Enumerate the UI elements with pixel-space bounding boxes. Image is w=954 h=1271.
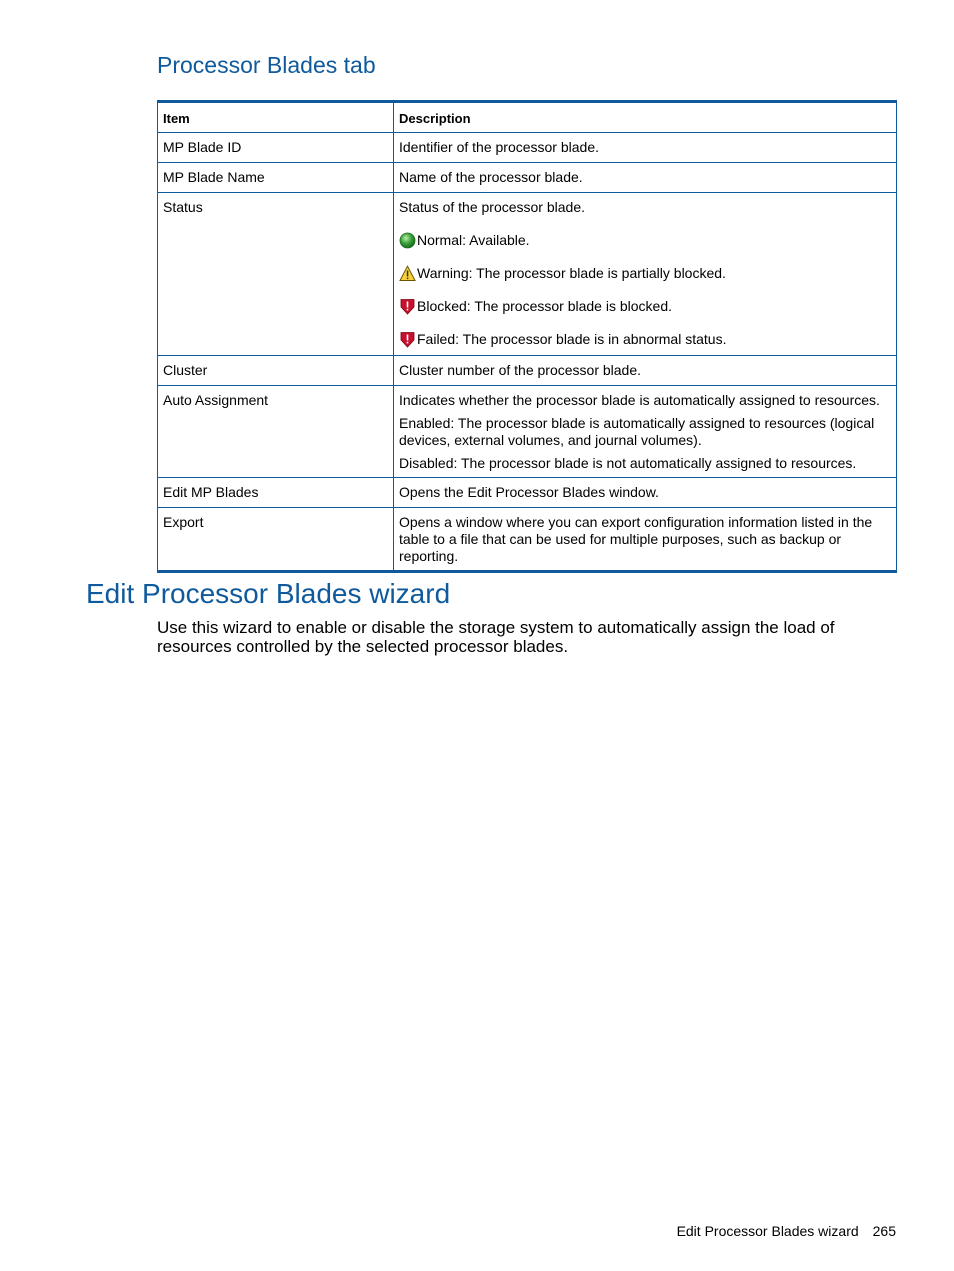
table-row [158, 133, 897, 163]
section-title: Processor Blades tab [157, 52, 376, 78]
status-intro: Status of the processor blade. [399, 199, 585, 215]
row-item: MP Blade Name [158, 163, 394, 193]
row-description: Cluster number of the processor blade. [394, 356, 897, 386]
row-item: Cluster [158, 356, 394, 386]
wizard-intro: Use this wizard to enable or disable the storage system to automatically assign the load of resources controlled by the selected processor blades. [157, 618, 835, 656]
status-failed-text: Failed: The processor blade is in abnormal status. [417, 331, 727, 347]
row-description: Name of the processor blade. [394, 163, 897, 193]
row-description: Opens the Edit Processor Blades window. [394, 478, 897, 508]
status-warning [399, 265, 891, 282]
failed-status-icon [399, 331, 416, 348]
status-normal [399, 232, 891, 249]
status-normal-text: Normal: Available. [417, 232, 530, 248]
row-description [394, 386, 897, 478]
auto-assignment-summary: Indicates whether the processor blade is automatically assigned to resources. [399, 392, 880, 408]
row-item: Export [158, 508, 394, 572]
table-row [158, 356, 897, 386]
table-row [158, 478, 897, 508]
row-item: Auto Assignment [158, 386, 394, 478]
row-item: Status [158, 193, 394, 356]
table-row [158, 508, 897, 572]
row-item: Edit MP Blades [158, 478, 394, 508]
footer-section: Edit Processor Blades wizard [676, 1223, 859, 1239]
row-description: Opens a window where you can export configuration information listed in the table to a file that can be used for multiple purposes, such as backup or reporting. [394, 508, 897, 572]
page-number: 265 [872, 1223, 896, 1239]
auto-assignment-enabled: Enabled: The processor blade is automatically assigned to resources (logical devices, external volumes, and journal volumes). [399, 415, 875, 448]
wizard-title: Edit Processor Blades wizard [86, 578, 451, 609]
page-footer [677, 1223, 896, 1239]
table-row [158, 193, 897, 356]
table-header-row [158, 102, 897, 133]
row-item: MP Blade ID [158, 133, 394, 163]
status-warning-text: Warning: The processor blade is partially blocked. [417, 265, 726, 281]
status-blocked [399, 298, 891, 315]
warning-status-icon [399, 265, 416, 282]
status-blocked-text: Blocked: The processor blade is blocked. [417, 298, 672, 314]
column-header-description: Description [394, 102, 897, 133]
table-row [158, 386, 897, 478]
normal-status-icon [399, 232, 416, 249]
row-description [394, 193, 897, 356]
column-header-item: Item [158, 102, 394, 133]
auto-assignment-disabled: Disabled: The processor blade is not automatically assigned to resources. [399, 455, 857, 471]
processor-blades-table [157, 100, 897, 573]
table-row [158, 163, 897, 193]
row-description: Identifier of the processor blade. [394, 133, 897, 163]
status-failed [399, 331, 891, 348]
blocked-status-icon [399, 298, 416, 315]
